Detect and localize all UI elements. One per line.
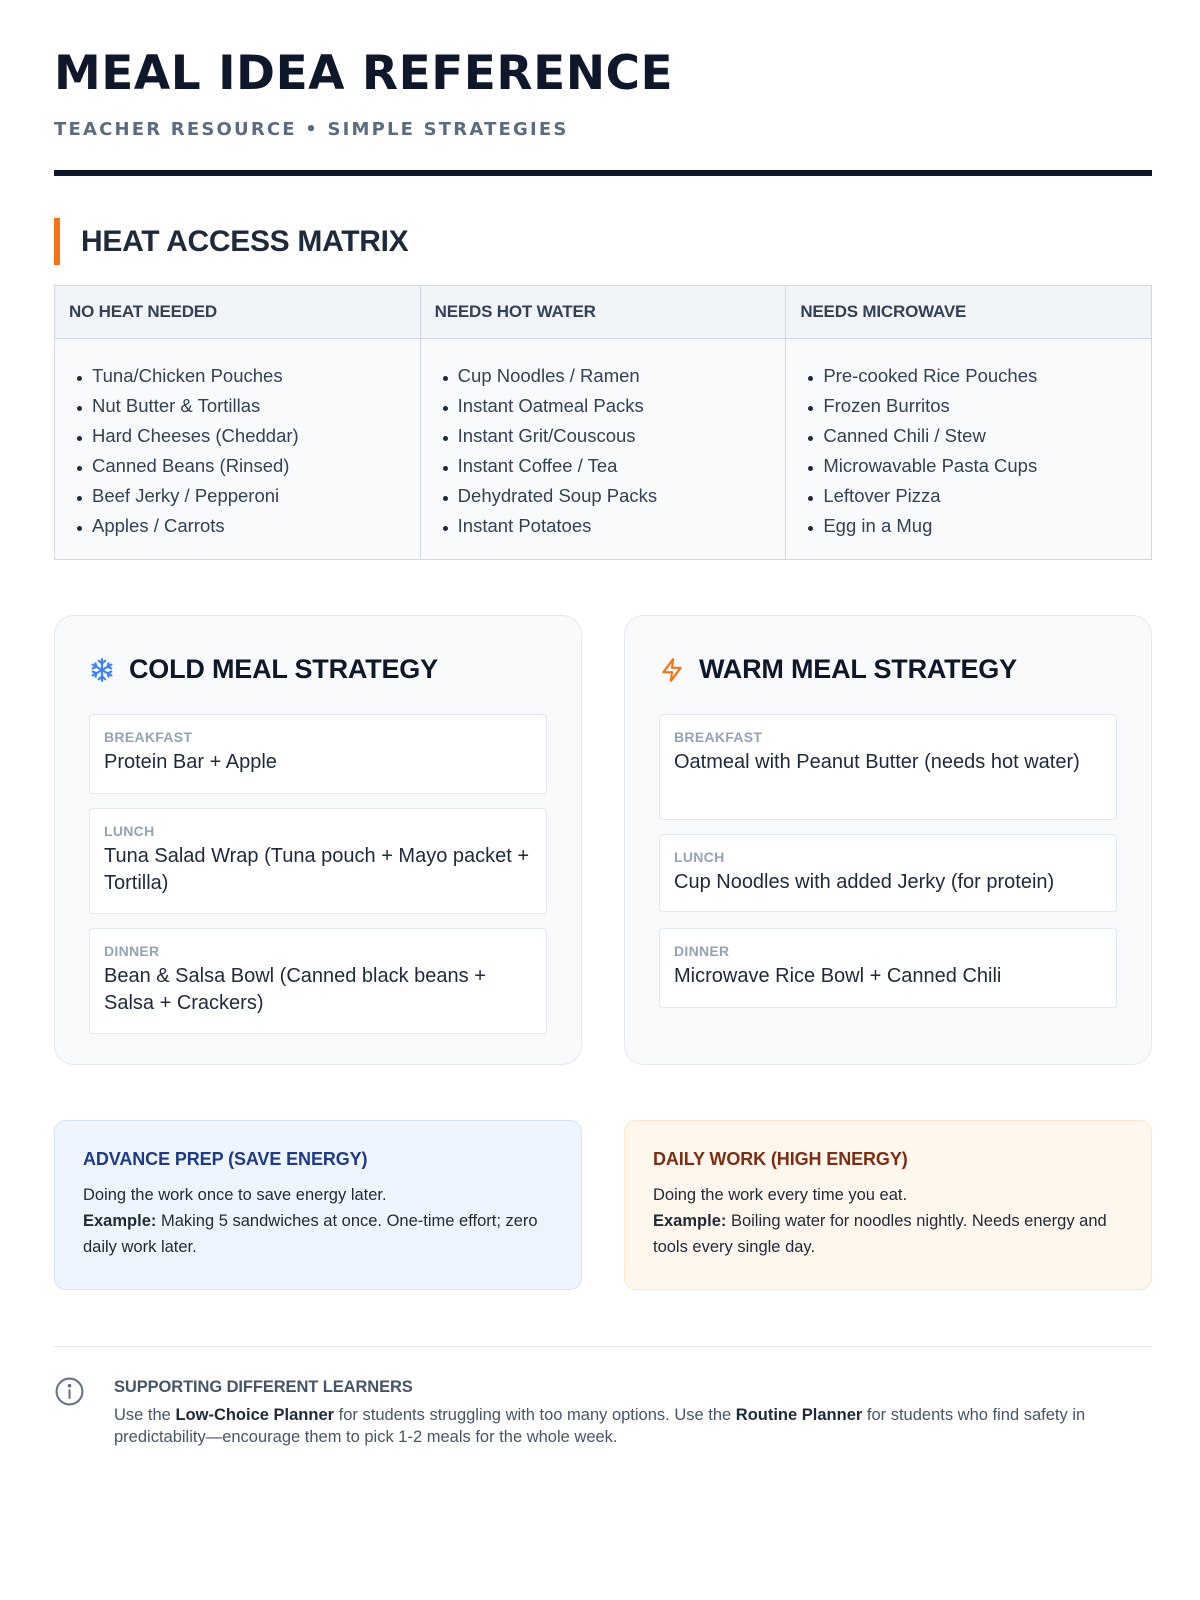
meal-breakfast [89, 714, 547, 794]
cold-meal-strategy-card [54, 615, 582, 1065]
matrix-item-list [786, 339, 1151, 541]
list-item: Dehydrated Soup Packs [443, 481, 764, 511]
matrix-column-header: NEEDS HOT WATER [421, 286, 786, 339]
list-item: Microwavable Pasta Cups [808, 451, 1129, 481]
list-item: Egg in a Mug [808, 511, 1129, 541]
meal-label: DINNER [104, 943, 160, 959]
support-text-part: for students struggling with too many options. Use the [334, 1406, 736, 1424]
footer-divider [54, 1346, 1152, 1347]
list-item: Canned Chili / Stew [808, 421, 1129, 451]
list-item: Tuna/Chicken Pouches [77, 361, 398, 391]
heat-access-matrix [54, 285, 1152, 560]
card-header [659, 654, 1017, 685]
example-label: Example: [653, 1212, 727, 1230]
info-icon [54, 1376, 85, 1407]
example-label: Example: [83, 1212, 157, 1230]
list-item: Frozen Burritos [808, 391, 1129, 421]
matrix-column-header: NEEDS MICROWAVE [786, 286, 1151, 339]
routine-planner-term: Routine Planner [735, 1406, 863, 1424]
daily-work-note [624, 1120, 1152, 1290]
list-item: Beef Jerky / Pepperoni [77, 481, 398, 511]
card-title: COLD MEAL STRATEGY [129, 654, 438, 684]
example-text: Boiling water for noodles nightly. Needs energy and tools every single day. [653, 1212, 1107, 1256]
matrix-item-list [421, 339, 786, 541]
support-text-part: Use the [114, 1406, 176, 1424]
card-header [89, 654, 438, 685]
meal-text: Cup Noodles with added Jerky (for protein) [674, 871, 1055, 893]
page-subtitle: TEACHER RESOURCE • SIMPLE STRATEGIES [54, 119, 569, 140]
meal-dinner [89, 928, 547, 1034]
support-text-part: for students who find safety in predictability—encourage them to pick 1-2 meals for the whole week. [114, 1406, 1086, 1446]
meal-text: Protein Bar + Apple [104, 751, 277, 773]
list-item: Instant Coffee / Tea [443, 451, 764, 481]
list-item: Nut Butter & Tortillas [77, 391, 398, 421]
section-accent-bar [54, 218, 60, 265]
section-title: HEAT ACCESS MATRIX [81, 224, 409, 258]
matrix-column-microwave [786, 286, 1151, 559]
list-item: Hard Cheeses (Cheddar) [77, 421, 398, 451]
header-divider [54, 170, 1152, 176]
list-item: Leftover Pizza [808, 481, 1129, 511]
card-title: WARM MEAL STRATEGY [699, 654, 1017, 684]
advance-prep-note [54, 1120, 582, 1290]
note-example [83, 1208, 553, 1260]
meal-label: BREAKFAST [674, 729, 763, 745]
meal-breakfast [659, 714, 1117, 820]
note-example [653, 1208, 1123, 1260]
note-description: Doing the work every time you eat. [653, 1186, 908, 1204]
list-item: Cup Noodles / Ramen [443, 361, 764, 391]
warm-meal-strategy-card [624, 615, 1152, 1065]
matrix-item-list [55, 339, 420, 541]
meal-text: Microwave Rice Bowl + Canned Chili [674, 965, 1002, 987]
meal-label: DINNER [674, 943, 730, 959]
meal-dinner [659, 928, 1117, 1008]
matrix-column-header: NO HEAT NEEDED [55, 286, 420, 339]
list-item: Apples / Carrots [77, 511, 398, 541]
lightning-icon [659, 657, 685, 683]
matrix-column-hot-water [421, 286, 787, 559]
meal-label: BREAKFAST [104, 729, 193, 745]
note-title: ADVANCE PREP (SAVE ENERGY) [83, 1149, 368, 1169]
list-item: Instant Grit/Couscous [443, 421, 764, 451]
heat-matrix-heading [54, 218, 408, 265]
support-text [114, 1404, 1154, 1448]
list-item: Instant Potatoes [443, 511, 764, 541]
meal-lunch [659, 834, 1117, 912]
note-title: DAILY WORK (HIGH ENERGY) [653, 1149, 908, 1169]
snowflake-icon [89, 657, 115, 683]
list-item: Instant Oatmeal Packs [443, 391, 764, 421]
matrix-column-no-heat [55, 286, 421, 559]
low-choice-planner-term: Low-Choice Planner [175, 1406, 335, 1424]
meal-label: LUNCH [674, 849, 725, 865]
page-title: MEAL IDEA REFERENCE [54, 46, 674, 101]
list-item: Canned Beans (Rinsed) [77, 451, 398, 481]
meal-text: Tuna Salad Wrap (Tuna pouch + Mayo packet + Tortilla) [104, 845, 530, 894]
support-title: SUPPORTING DIFFERENT LEARNERS [114, 1378, 413, 1396]
meal-lunch [89, 808, 547, 914]
note-description: Doing the work once to save energy later. [83, 1186, 387, 1204]
meal-label: LUNCH [104, 823, 155, 839]
meal-text: Oatmeal with Peanut Butter (needs hot water) [674, 751, 1080, 773]
meal-text: Bean & Salsa Bowl (Canned black beans + Salsa + Crackers) [104, 965, 486, 1014]
example-text: Making 5 sandwiches at once. One-time effort; zero daily work later. [83, 1212, 538, 1256]
list-item: Pre-cooked Rice Pouches [808, 361, 1129, 391]
